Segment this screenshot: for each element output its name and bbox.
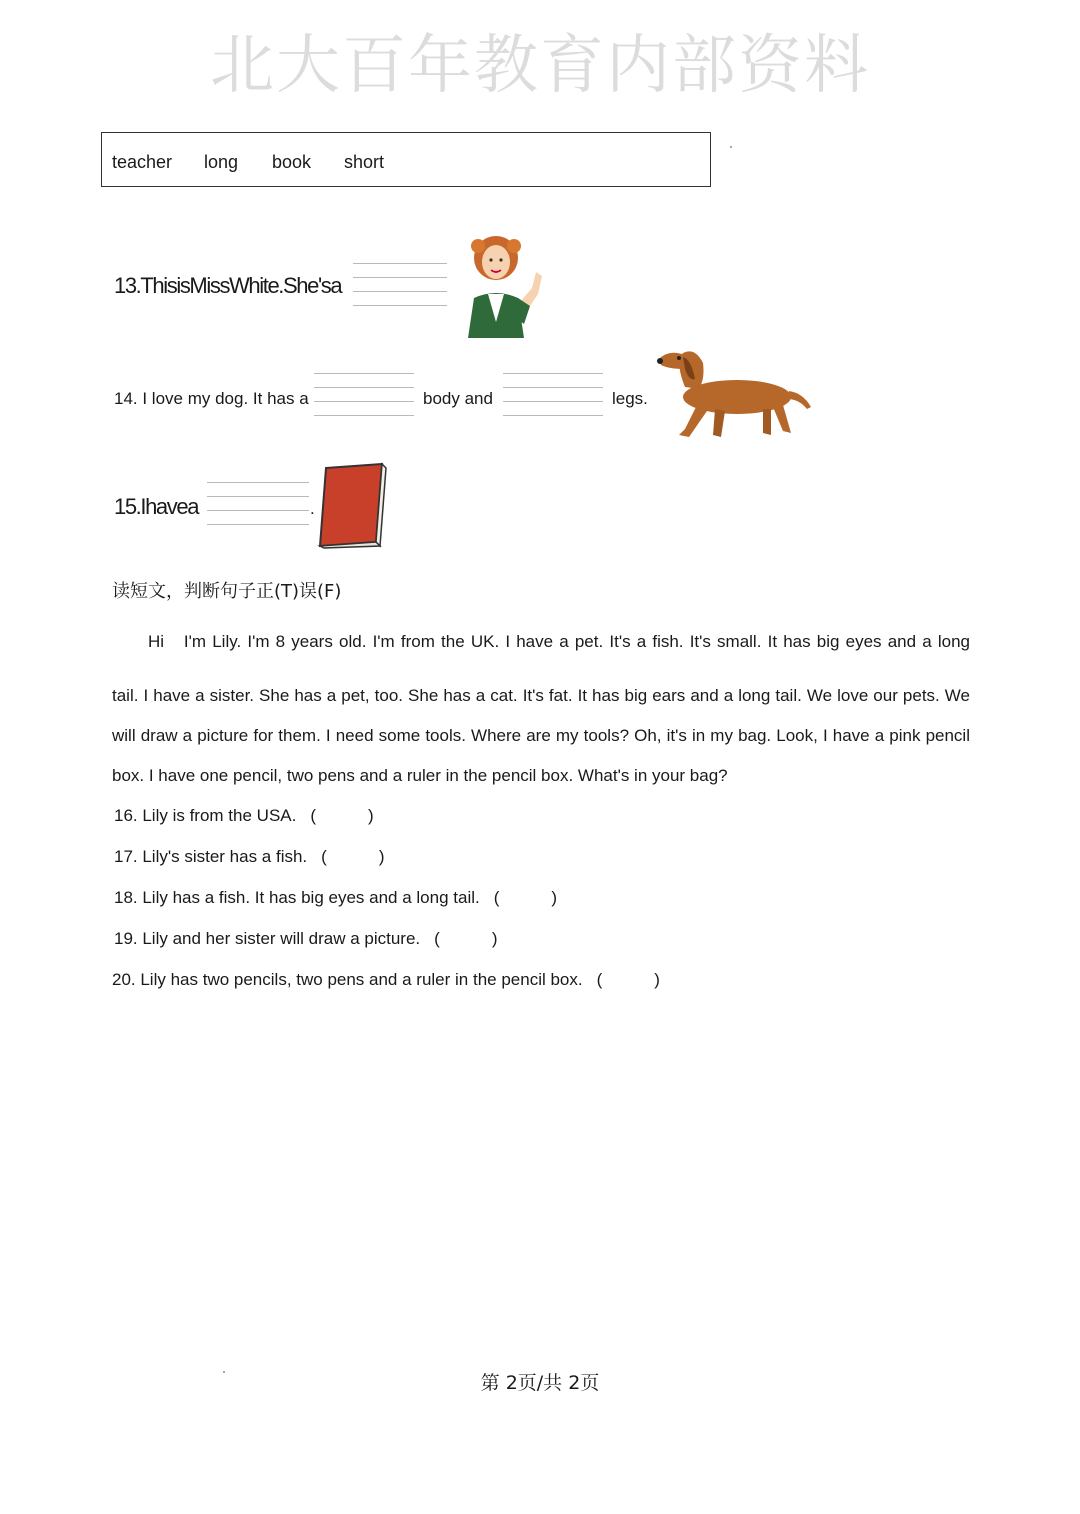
word-bank-item: short: [344, 152, 385, 172]
word-bank-box: [101, 132, 711, 187]
passage-line: tail. I have a sister. She has a pet, too. She has a cat. It's fat. It has big ears and a long tail. We love our pets. We: [112, 686, 970, 705]
statement-16: [114, 806, 374, 826]
question-14: 14. I love my dog. It has a: [114, 389, 309, 408]
statement-19: [114, 929, 497, 949]
statement-text: 17. Lily's sister has a fish.: [114, 847, 308, 866]
statement-18: [114, 888, 557, 908]
statement-text: 19. Lily and her sister will draw a picture.: [114, 929, 421, 948]
question-14-end: legs.: [612, 389, 648, 408]
word-bank-item: book: [272, 152, 312, 172]
answer-paren[interactable]: ( ): [321, 847, 385, 866]
passage-line: will draw a picture for them. I need some tools. Where are my tools? Oh, it's in my bag. Look, I have a pink pencil: [112, 726, 970, 745]
passage-line: box. I have one pencil, two pens and a ruler in the pencil box. What's in your bag?: [112, 766, 728, 785]
statement-20: [112, 970, 660, 990]
answer-paren[interactable]: ( ): [493, 888, 558, 907]
stray-dot: [730, 146, 732, 148]
answer-paren[interactable]: ( ): [310, 806, 374, 825]
book-illustration: [312, 462, 388, 550]
teacher-illustration: [458, 232, 550, 340]
answer-paren[interactable]: ( ): [434, 929, 498, 948]
statement-text: 20. Lily has two pencils, two pens and a ruler in the pencil box.: [112, 970, 583, 989]
page-footer: 第 2页/共 2页: [480, 1372, 600, 1394]
watermark: 北大百年教育内部资料: [210, 29, 870, 103]
dog-illustration: [655, 345, 813, 441]
question-14-middle: body and: [423, 389, 493, 408]
answer-blank-14a[interactable]: [314, 373, 414, 417]
answer-blank-13[interactable]: [353, 263, 447, 307]
statement-text: 16. Lily is from the USA.: [114, 806, 297, 825]
passage-line: Hi I'm Lily. I'm 8 years old. I'm from the UK. I have a pet. It's a fish. It's small. It has big eyes and a long: [148, 632, 970, 651]
answer-blank-14b[interactable]: [503, 373, 603, 417]
word-bank-item: teacher: [112, 152, 173, 172]
question-15-period: .: [310, 499, 315, 518]
statement-17: [114, 847, 385, 867]
reading-heading: 读短文，判断句子正(T)误(F): [112, 581, 342, 602]
word-bank-item: long: [204, 152, 239, 172]
answer-blank-15[interactable]: [207, 482, 309, 526]
answer-paren[interactable]: ( ): [596, 970, 660, 989]
question-15: 15.Ihavea: [114, 494, 199, 519]
question-13: 13.ThisisMissWhite.She'sa: [114, 273, 342, 298]
statement-text: 18. Lily has a fish. It has big eyes and a long tail.: [114, 888, 480, 907]
